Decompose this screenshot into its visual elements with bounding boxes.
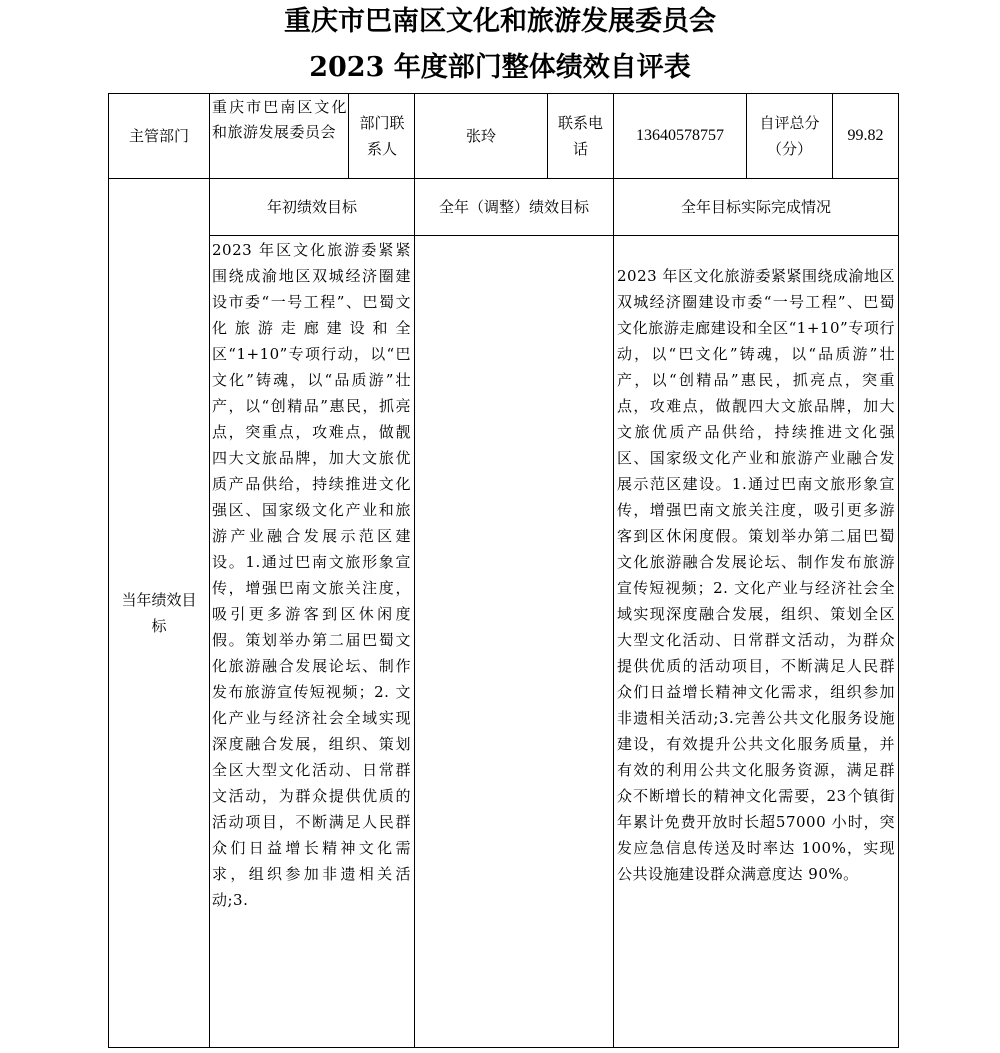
dept-value: 重庆市巴南区文化和旅游发展委员会 [212, 98, 347, 141]
actual-completion-text: 2023 年区文化旅游委紧紧围绕成渝地区双城经济圈建设市委“一号工程”、巴蜀文化旅游走廊建设和全区“1+10”专项行动，以“巴文化”铸魂，以“品质游”壮产，以“创精品”惠民，抓亮点，突重点，攻难点，做靓四大文旅品牌，加大文旅优质产品供给，持续推进文化强区、国家级文化产业和旅游产业融合发展示范区建设。1.通过巴南文旅形象宣传，增强巴南文旅关注度，吸引更多游客到区休闲度假。策划举办第二届巴蜀文化旅游融合发展论坛、制作发布旅游宣传短视频；2. 文化产业与经济社会全域实现深度融合发展，组织、策划全区大型文化活动、日常群文活动，为群众提供优质的活动项目，不断满足人民群众们日益增长精神文化需求，组织参加非遗相关活动;3.完善公共文化服务设施建设，有效提升公共文化服务质量，并有效的利用公共文化服务资源，满足群众不断增长的精神文化需要，23个镇街年累计免费开放时长超57000 小时，突发应急信息传送及时率达 100%，实现公共设施建设群众满意度达 90%。 [617, 267, 895, 883]
phone-value: 13640578757 [636, 127, 724, 144]
col-adjusted-header: 全年（调整）绩效目标 [438, 198, 589, 216]
document-title-line2: 2023 年度部门整体绩效自评表 [309, 52, 691, 83]
score-value: 99.82 [847, 127, 884, 144]
contact-value: 张玲 [465, 127, 496, 145]
contact-label: 部门联系人 [359, 114, 405, 158]
initial-goal-text: 2023 年区文化旅游委紧紧围绕成渝地区双城经济圈建设市委“一号工程”、巴蜀文化旅游走廊建设和全区“1+10”专项行动，以“巴文化”铸魂，以“品质游”壮产，以“创精品”惠民，抓亮点，突重点，攻难点，做靓四大文旅品牌，加大文旅优质产品供给，持续推进文化强区、国家级文化产业和旅游产业融合发展示范区建设。1.通过巴南文旅形象宣传，增强巴南文旅关注度，吸引更多游客到区休闲度假。策划举办第二届巴蜀文化旅游融合发展论坛、制作发布旅游宣传短视频；2. 文化产业与经济社会全域实现深度融合发展，组织、策划全区大型文化活动、日常群文活动，为群众提供优质的活动项目，不断满足人民群众们日益增长精神文化需求，组织参加非遗相关活动;3. [212, 241, 411, 909]
document-title-line1: 重庆市巴南区文化和旅游发展委员会 [284, 6, 716, 37]
goals-row-label: 当年绩效目标 [121, 591, 197, 635]
col-initial-header: 年初绩效目标 [266, 198, 357, 216]
adjusted-goal-text [417, 237, 611, 1045]
performance-table [108, 93, 899, 1048]
col-actual-header: 全年目标实际完成情况 [680, 198, 831, 216]
score-label: 自评总分（分） [759, 114, 820, 158]
phone-label: 联系电话 [557, 114, 603, 158]
dept-label: 主管部门 [128, 127, 189, 145]
